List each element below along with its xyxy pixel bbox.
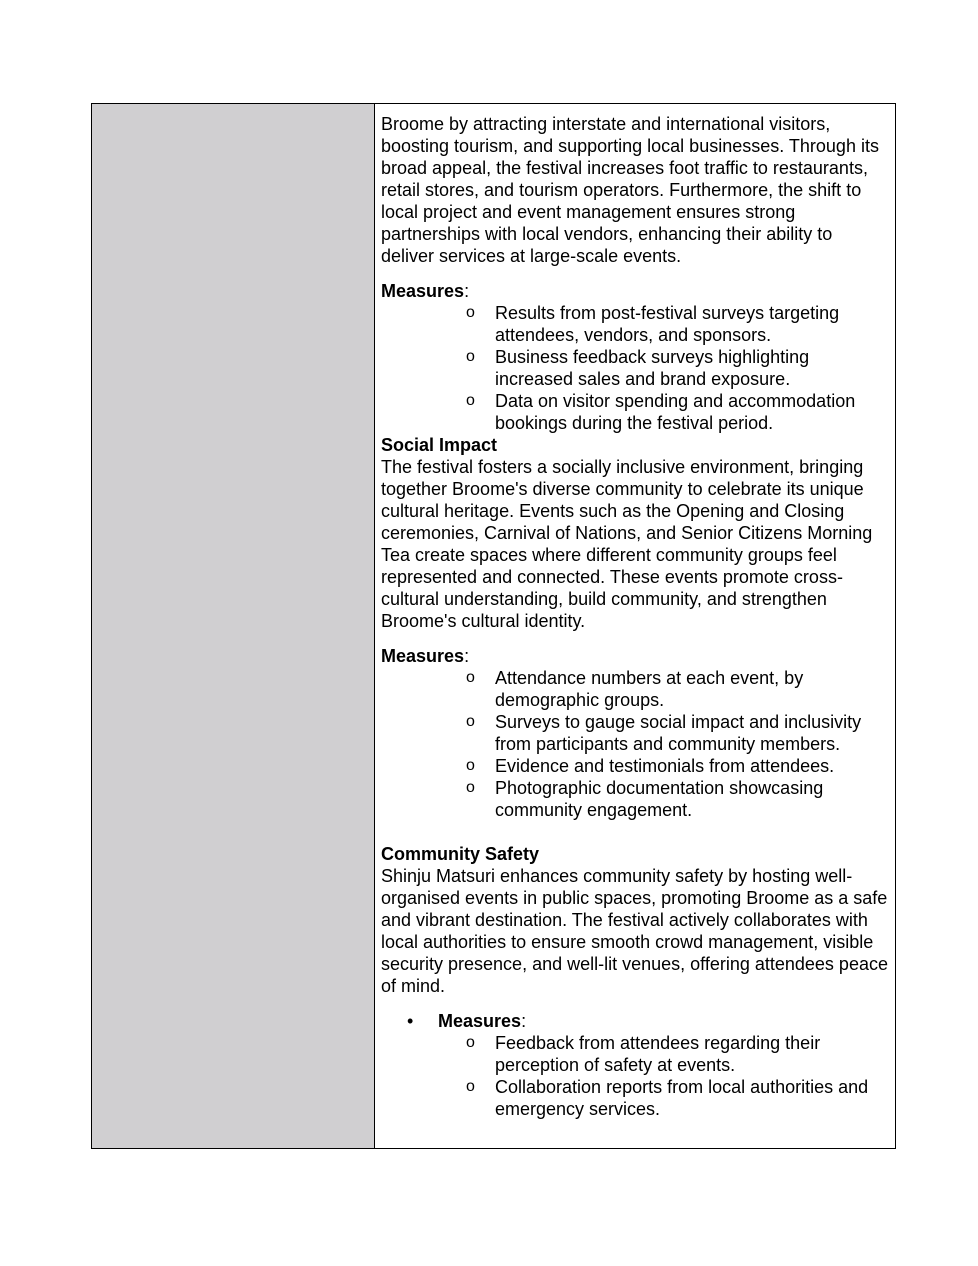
list-item: o Data on visitor spending and accommodation bookings during the festival period. <box>466 391 856 433</box>
safety-measures-list <box>381 1032 889 1120</box>
social-impact-text: The festival fosters a socially inclusive environment, bringing together Broome's diverse community to celebrate its unique cultural heritage. Events such as the Opening and Closing ceremonies, Carnival of Nations, and Senior Citizens Morning Tea create spaces where different community groups feel represented and connected. These events promote cross-cultural understanding, build community, and strengthen Broome's cultural identity. <box>381 457 873 631</box>
social-impact-heading: Social Impact <box>381 435 498 455</box>
list-item: o Photographic documentation showcasing community engagement. <box>466 778 824 820</box>
description-cell <box>375 104 895 1148</box>
list-item: o Feedback from attendees regarding their perception of safety at events. <box>466 1033 821 1075</box>
economic-continuation-text: Broome by attracting interstate and international visitors, boosting tourism, and supporting local businesses. Through its broad appeal, the festival increases foot traffic to restaurants, retail stores, and tourism operators. Furthermore, the shift to local project and event management ensures strong partnerships with local vendors, enhancing their ability to deliver services at large-scale events. <box>381 114 879 266</box>
economic-measures-label: Measures: <box>381 281 470 301</box>
shaded-label-cell <box>92 104 375 1148</box>
community-safety-heading: Community Safety <box>381 844 540 864</box>
list-item: o Collaboration reports from local authorities and emergency services. <box>466 1077 869 1119</box>
list-item: o Evidence and testimonials from attendees. <box>466 756 835 776</box>
bullet-icon: • <box>407 1011 414 1031</box>
list-item: o Business feedback surveys highlighting increased sales and brand exposure. <box>466 347 810 389</box>
list-item: o Results from post-festival surveys targeting attendees, vendors, and sponsors. <box>466 303 840 345</box>
circle-bullet-icon: o <box>466 757 475 774</box>
circle-bullet-icon: o <box>466 1034 475 1051</box>
social-measures-list <box>381 667 889 821</box>
safety-measures-label: • Measures: <box>407 1011 527 1031</box>
circle-bullet-icon: o <box>466 1078 475 1095</box>
economic-measures-list <box>381 302 889 434</box>
circle-bullet-icon: o <box>466 713 475 730</box>
circle-bullet-icon: o <box>466 392 475 409</box>
content-table <box>91 103 896 1149</box>
community-safety-text: Shinju Matsuri enhances community safety by hosting well-organised events in public spaces, promoting Broome as a safe and vibrant destination. The festival actively collaborates with local authorities to ensure smooth crowd management, visible security presence, and well-lit venues, offering attendees peace of mind. <box>381 866 888 996</box>
list-item: o Surveys to gauge social impact and inclusivity from participants and community members. <box>466 712 862 754</box>
circle-bullet-icon: o <box>466 669 475 686</box>
circle-bullet-icon: o <box>466 304 475 321</box>
circle-bullet-icon: o <box>466 779 475 796</box>
social-measures-label: Measures: <box>381 646 470 666</box>
list-item: o Attendance numbers at each event, by demographic groups. <box>466 668 804 710</box>
circle-bullet-icon: o <box>466 348 475 365</box>
